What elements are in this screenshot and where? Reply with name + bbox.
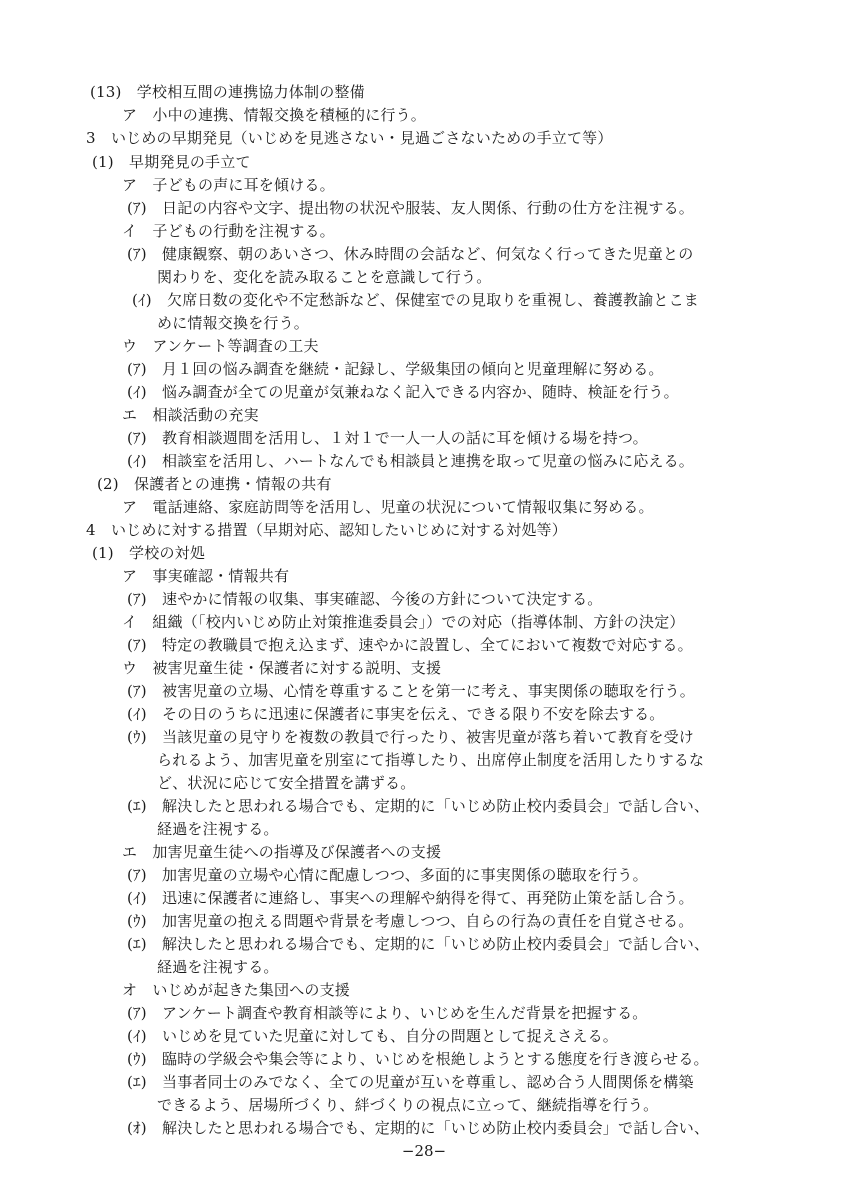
item-i: イ 子どもの行動を注視する。: [122, 222, 335, 240]
heading-13: (13) 学校相互間の連携協力体制の整備: [90, 83, 365, 101]
sub-item-cont: 関わりを、変化を読み取ることを意識して行う。: [157, 268, 492, 286]
sub-item: (ｳ) 加害児童の抱える問題や背景を考慮しつつ、自らの行為の責任を自覚させる。: [127, 912, 694, 930]
item-a: ア 電話連絡、家庭訪問等を活用し、児童の状況について情報収集に努める。: [122, 498, 654, 516]
sub-item: (ｵ) 解決したと思われる場合でも、定期的に「いじめ防止校内委員会」で話し合い、: [127, 1119, 710, 1137]
section-3-heading: 3 いじめの早期発見（いじめを見逃さない・見過ごさないための手立て等）: [86, 129, 613, 147]
sub-item: (ｱ) 月１回の悩み調査を継続・記録し、学級集団の傾向と児童理解に努める。: [127, 360, 664, 378]
sub-item: (ｲ) 迅速に保護者に連絡し、事実への理解や納得を得て、再発防止策を話し合う。: [127, 889, 694, 907]
item-o: オ いじめが起きた集団への支援: [122, 981, 351, 999]
sub-item-cont: られるよう、加害児童を別室にて指導したり、出席停止制度を活用したりするな: [157, 751, 705, 769]
sub-item: (ｴ) 解決したと思われる場合でも、定期的に「いじめ防止校内委員会」で話し合い、: [127, 935, 710, 953]
sub-item-cont: めに情報交換を行う。: [157, 314, 310, 332]
sub-item: (ｱ) 教育相談週間を活用し、１対１で一人一人の話に耳を傾ける場を持つ。: [127, 429, 648, 447]
sub-item: (ｱ) 日記の内容や文字、提出物の状況や服装、友人関係、行動の仕方を注視する。: [127, 199, 695, 217]
sub-item: (ｳ) 当該児童の見守りを複数の教員で行ったり、被害児童が落ち着いて教育を受け: [127, 728, 695, 746]
item-e: エ 加害児童生徒への指導及び保護者への支援: [122, 843, 442, 861]
sub-item: (ｴ) 解決したと思われる場合でも、定期的に「いじめ防止校内委員会」で話し合い、: [127, 797, 710, 815]
item-u: ウ 被害児童生徒・保護者に対する説明、支援: [122, 659, 442, 677]
subheading-1: (1) 早期発見の手立て: [92, 153, 251, 171]
item-i: イ 組織（「校内いじめ防止対策推進委員会」）での対応（指導体制、方針の決定）: [122, 613, 685, 631]
section-4-heading: 4 いじめに対する措置（早期対応、認知したいじめに対する対処等）: [86, 521, 567, 539]
sub-item-cont: 経過を注視する。: [157, 958, 279, 976]
sub-item: (ｱ) 健康観察、朝のあいさつ、休み時間の会話など、何気なく行ってきた児童との: [127, 245, 694, 263]
subheading-1: (1) 学校の対処: [92, 544, 206, 562]
item-a: ア 小中の連携、情報交換を積極的に行う。: [122, 106, 427, 124]
item-a: ア 事実確認・情報共有: [122, 567, 290, 585]
sub-item: (ｳ) 臨時の学級会や集会等により、いじめを根絶しようとする態度を行き渡らせる。: [127, 1050, 709, 1068]
sub-item: (ｱ) 速やかに情報の収集、事実確認、今後の方針について決定する。: [127, 590, 603, 608]
sub-item: (ｲ) いじめを見ていた児童に対しても、自分の問題として捉えさえる。: [127, 1027, 619, 1045]
sub-item-cont: ど、状況に応じて安全措置を講ずる。: [157, 774, 416, 792]
sub-item: (ｲ) 欠席日数の変化や不定愁訴など、保健室での見取りを重視し、養護教諭とこま: [132, 291, 700, 309]
page-number: −28−: [401, 1142, 447, 1160]
sub-item: (ｱ) アンケート調査や教育相談等により、いじめを生んだ背景を把握する。: [127, 1004, 648, 1022]
sub-item: (ｴ) 当事者同士のみでなく、全ての児童が互いを尊重し、認め合う人間関係を構築: [127, 1073, 694, 1091]
item-a: ア 子どもの声に耳を傾ける。: [122, 176, 335, 194]
sub-item: (ｲ) 悩み調査が全ての児童が気兼ねなく記入できる内容か、随時、検証を行う。: [127, 383, 679, 401]
sub-item: (ｲ) 相談室を活用し、ハートなんでも相談員と連携を取って児童の悩みに応える。: [127, 452, 695, 470]
item-e: エ 相談活動の充実: [122, 406, 259, 424]
subheading-2: (2) 保護者との連携・情報の共有: [97, 475, 332, 493]
item-u: ウ アンケート等調査の工夫: [122, 337, 319, 355]
sub-item: (ｱ) 特定の教職員で抱え込まず、速やかに設置し、全てにおいて複数で対応する。: [127, 636, 693, 654]
sub-item: (ｲ) その日のうちに迅速に保護者に事実を伝え、できる限り不安を除去する。: [127, 705, 665, 723]
sub-item-cont: 経過を注視する。: [157, 820, 279, 838]
sub-item: (ｱ) 被害児童の立場、心情を尊重することを第一に考え、事実関係の聴取を行う。: [127, 682, 695, 700]
sub-item-cont: できるよう、居場所づくり、絆づくりの視点に立って、継続指導を行う。: [157, 1096, 659, 1114]
sub-item: (ｱ) 加害児童の立場や心情に配慮しつつ、多面的に事実関係の聴取を行う。: [127, 866, 648, 884]
